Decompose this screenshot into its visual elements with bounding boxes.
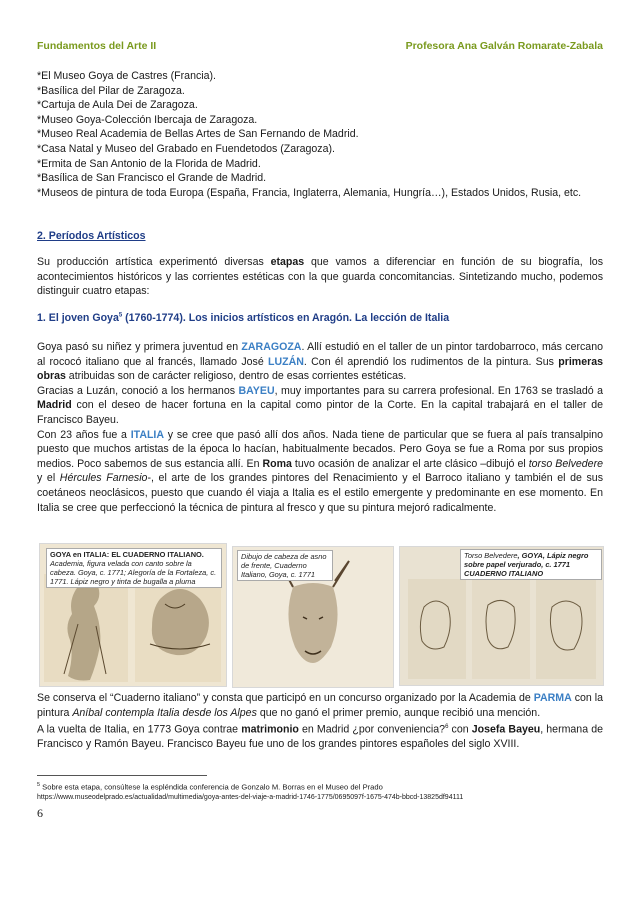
footnote-number: 5	[37, 782, 41, 788]
text-run: Goya pasó su niñez y primera juventud en	[37, 341, 242, 353]
caption-text: Alegoría de la Fortaleza, c. 1771. Lápiz negro y tinta de bugalla a pluma	[50, 568, 217, 586]
caption-title: GOYA en ITALIA: EL CUADERNO ITALIANO.	[50, 550, 204, 559]
highlight-term: BAYEU	[238, 384, 275, 397]
text-run: Se conserva el “Cuaderno italiano” y consta que participó en un concurso organizado por la Academia de	[37, 692, 534, 704]
footnote-ref-link[interactable]: 6	[445, 724, 449, 731]
caption-text: Torso Belvedere	[464, 551, 518, 560]
text-bold: matrimonio	[241, 723, 299, 736]
footnote-line	[37, 780, 603, 793]
footnote	[37, 780, 603, 803]
section-heading	[37, 226, 603, 244]
text-run: . Allí estudió en el taller de un pintor tardobarroco, más cercano al rococó italiano que al francés, llamado José	[37, 341, 603, 368]
text-run: con el deseo de hacer fortuna en la capital como pintor de la Corte. En la capital trabajará en el taller de Francisco Bayeu.	[37, 399, 603, 426]
text-bold: Josefa Bayeu	[471, 723, 541, 736]
footnote-ref-link[interactable]: 5	[118, 312, 123, 319]
figure-sketches-academia	[39, 543, 227, 687]
text-italic: Aníbal contempla Italia desde los Alpes	[72, 706, 257, 719]
text-bold: primeras obras	[37, 355, 603, 383]
caption-text: Academia, figura velada con canto sobre la cabeza. Goya, c. 1771;	[50, 559, 192, 577]
body-text	[37, 340, 603, 515]
page-number: 6	[37, 806, 43, 820]
text-run: con	[448, 723, 472, 736]
paragraph	[37, 691, 603, 720]
subsection-heading	[37, 312, 603, 324]
text-run: en Madrid ¿por conveniencia?	[298, 723, 446, 736]
text-bold: Madrid	[37, 399, 72, 412]
list-item: *Basílica de San Francisco el Grande de Madrid.	[37, 172, 267, 185]
text-run: Gracias a Luzán, conoció a los hermanos	[37, 384, 239, 397]
list-item: *Casa Natal y Museo del Grabado en Fuendetodos (Zaragoza).	[37, 142, 335, 155]
figure-donkey-head	[232, 546, 394, 688]
text-bold: etapas	[270, 256, 305, 268]
body-text-lower	[37, 691, 603, 752]
text-run: . Con él aprendió los rudimentos de la pintura. Sus	[303, 355, 559, 368]
figure-caption: Dibujo de cabeza de asno de frente, Cuaderno Italiano, Goya, c. 1771	[237, 550, 333, 581]
text-run: Su producción artística experimentó diversas	[37, 256, 271, 268]
text-run: que no ganó el primer premio, aunque recibió una mención.	[256, 706, 541, 719]
text-bold: Roma	[262, 457, 292, 470]
list-item: *Museos de pintura de toda Europa (España, Francia, Inglaterra, Alemania, Hungría…), Estados Unidos, Rusia, etc.	[37, 186, 582, 199]
highlight-term: LUZÁN	[268, 355, 304, 368]
text-run: atribuidas son de carácter religioso, dentro de esas corrientes estéticas.	[65, 370, 407, 383]
text-run: que vamos a diferenciar en función de su biografía, los acontecimientos históricos y las corrientes estéticas con la que guarda concomitancias. Sintetizando mucho, podemos distinguir cuatro etapas:	[37, 256, 603, 298]
subsection-title: 1. El joven Goya	[37, 312, 119, 324]
list-item: *El Museo Goya de Castres (Francia).	[37, 70, 216, 82]
text-run: , hermana de Francisco y Ramón Bayeu. Francisco Bayeu fue uno de los grandes pintores españoles del siglo XVIII.	[37, 723, 603, 751]
paragraph	[37, 384, 603, 428]
caption-text: , GOYA, Lápiz negro sobre papel verjurado, c. 1771 CUADERNO ITALIANO	[464, 551, 589, 578]
highlight-term: ITALIA	[130, 428, 165, 441]
text-run: tuvo ocasión de analizar el arte clásico –dibujó el	[291, 457, 529, 470]
text-run: con la pintura	[37, 692, 603, 719]
highlight-term: ZARAGOZA	[241, 341, 302, 353]
text-run: y el	[37, 472, 60, 485]
list-item: *Museo Real Academia de Bellas Artes de San Fernando de Madrid.	[37, 128, 359, 141]
list-item: *Basílica del Pilar de Zaragoza.	[37, 84, 185, 97]
footnote-text: Sobre esta etapa, consúltese la espléndida conferencia de Gonzalo M. Borras en el Museo del Prado	[40, 782, 383, 792]
paragraph	[37, 720, 603, 752]
footnote-divider	[37, 775, 207, 776]
subsection-title: (1760-1774). Los inicios artísticos en Aragón. La lección de Italia	[122, 312, 450, 324]
footnote-link[interactable]: https://www.museodelprado.es/actualidad/multimedia/goya-antes-del-viaje-a-madrid-1746-1775/0695097f-1675-474b-bbcd-13825df94111	[37, 793, 464, 801]
text-run: A la vuelta de Italia, en 1773 Goya contrae	[37, 723, 242, 736]
header-course: Fundamentos del Arte II	[37, 40, 157, 52]
museum-list	[37, 69, 603, 200]
figure-caption	[460, 549, 602, 580]
list-item: *Cartuja de Aula Dei de Zaragoza.	[37, 99, 198, 112]
paragraph	[37, 428, 603, 516]
text-run: -, el arte de los grandes pintores del Renacimiento y el Barroco italiano y también el de sus coetáneos neoclásicos, puesto que cuando él viaja a Italia es el estilo emergente y predominante en ese momento. En Italia se cree que perfeccionó la técnica de pintura al fresco y que su pintura mejoró radicalmente.	[37, 472, 603, 514]
header-teacher: Profesora Ana Galván Romarate-Zabala	[405, 40, 603, 52]
list-item: *Ermita de San Antonio de la Florida de Madrid.	[37, 157, 261, 170]
section-title: 2. Períodos Artísticos	[37, 230, 146, 242]
text-run: y se cree que pasó allí dos años. Nada tiene de particular que se fuera al país transalpino puesto que muchos artistas de la época lo hacían, habitualmente becados. Pero Goya se fue a Roma por sus propios medios. Poco sabemos de sus estancia allí. En	[37, 428, 604, 470]
text-italic: Hércules Farnesio	[59, 472, 148, 485]
text-run: , muy importantes para su carrera profesional. En 1763 se trasladó a	[274, 384, 603, 397]
text-run: Con 23 años fue a	[37, 428, 131, 441]
highlight-term: PARMA	[533, 692, 572, 704]
figure-torso-belvedere	[399, 546, 604, 686]
text-italic: torso Belvedere	[528, 457, 603, 470]
paragraph	[37, 340, 603, 384]
figure-caption	[46, 548, 222, 588]
section-intro	[37, 255, 603, 299]
list-item: *Museo Goya-Colección Ibercaja de Zaragoza.	[37, 113, 258, 126]
